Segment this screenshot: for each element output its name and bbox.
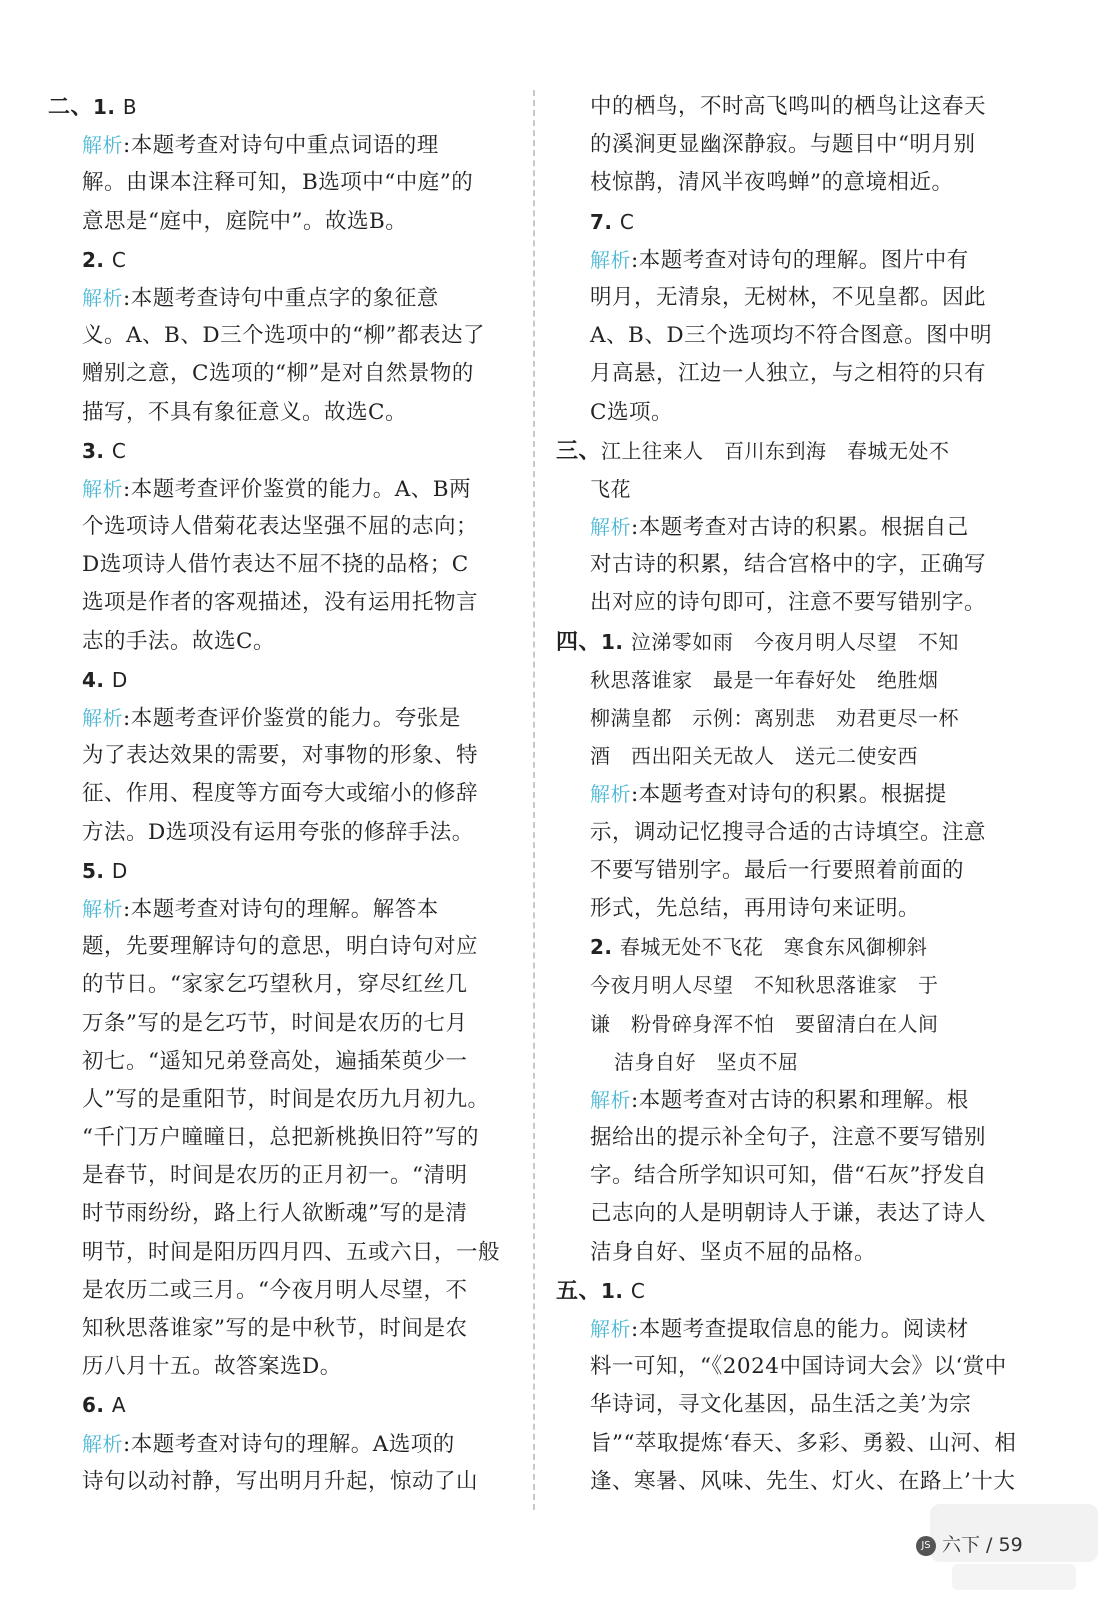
question-5-1: 五、1. C — [556, 1278, 646, 1304]
analysis-line: 解析:本题考查诗句中重点字的象征意 — [82, 285, 439, 311]
analysis-line: 示，调动记忆搜寻合适的古诗填空。注意 — [590, 819, 987, 845]
analysis-line: 历八月十五。故答案选D。 — [82, 1354, 342, 1380]
answer-line: 谦 粉骨碎身浑不怕 要留清白在人间 — [590, 1011, 939, 1036]
analysis-line: 描写，不具有象征意义。故选C。 — [82, 399, 407, 425]
analysis-line: 据给出的提示补全句子，注意不要写错别 — [590, 1125, 987, 1151]
answer-line: 飞花 — [590, 476, 631, 501]
analysis-line: 时节雨纷纷，路上行人欲断魂”写的是清 — [82, 1201, 468, 1227]
analysis-line: 枝惊鹊，清风半夜鸣蝉”的意境相近。 — [590, 170, 954, 196]
analysis-line: 华诗词，寻文化基因，品生活之美’为宗 — [590, 1392, 972, 1418]
analysis-line: 己志向的人是明朝诗人于谦，表达了诗人 — [590, 1201, 987, 1227]
answer-line: 秋思落谁家 最是一年春好处 绝胜烟 — [590, 667, 939, 692]
analysis-line: 料一可知，“《2024中国诗词大会》以‘赏中 — [590, 1354, 1007, 1380]
analysis-line: 明月，无清泉，无树林，不见皇都。因此 — [590, 284, 987, 310]
question-2-1: 二、1. B — [48, 95, 138, 120]
question-4-1: 四、1. 泣涕零如雨 今夜月明人尽望 不知 — [556, 629, 959, 655]
analysis-line: “千门万户曈曈日，总把新桃换旧符”写的 — [82, 1125, 479, 1151]
analysis-line: 对古诗的积累，结合宫格中的字，正确写 — [590, 552, 987, 578]
analysis-line: 不要写错别字。最后一行要照着前面的 — [590, 857, 965, 883]
analysis-line: A、B、D三个选项均不符合图意。图中明 — [590, 323, 993, 349]
analysis-line: 旨”“萃取提炼‘春天、多彩、勇毅、山河、相 — [590, 1430, 1017, 1456]
analysis-line: 逢、寒暑、风味、先生、灯火、在路上’十大 — [590, 1468, 1016, 1494]
analysis-line: 洁身自好、坚贞不屈的品格。 — [590, 1239, 877, 1265]
analysis-line: 是春节，时间是农历的正月初一。“清明 — [82, 1163, 468, 1189]
question-2-2: 2. C — [82, 247, 127, 272]
analysis-line: C选项。 — [590, 399, 673, 425]
analysis-line: 解析:本题考查评价鉴赏的能力。夸张是 — [82, 706, 461, 731]
question-2-7: 7. C — [590, 209, 635, 234]
analysis-line: 月高悬，江边一人独立，与之相符的只有 — [590, 361, 987, 387]
page-separator: / — [980, 1534, 999, 1556]
analysis-line: 出对应的诗句即可，注意不要写错别字。 — [590, 590, 987, 616]
analysis-line: 解。由课本注释可知，B选项中“中庭”的 — [82, 170, 474, 196]
analysis-line: 方法。D选项没有运用夸张的修辞手法。 — [82, 819, 474, 845]
analysis-line: 征、作用、程度等方面夸大或缩小的修辞 — [82, 781, 479, 807]
analysis-line: 初七。“遥知兄弟登高处，遍插茱萸少一 — [82, 1048, 468, 1074]
analysis-line: 题，先要理解诗句的意思，明白诗句对应 — [82, 934, 479, 960]
analysis-line: 万条”写的是乞巧节，时间是农历的七月 — [82, 1010, 468, 1036]
analysis-line: 形式，先总结，再用诗句来证明。 — [590, 895, 921, 921]
analysis-line: 赠别之意，C选项的“柳”是对自然景物的 — [82, 361, 474, 387]
analysis-line: 个选项诗人借菊花表达坚强不屈的志向； — [82, 514, 479, 540]
question-2-4: 4. D — [82, 667, 128, 692]
analysis-line: 解析:本题考查评价鉴赏的能力。A、B两 — [82, 476, 472, 502]
analysis-line: 的节日。“家家乞巧望秋月，穿尽红丝几 — [82, 972, 468, 998]
analysis-line: 为了表达效果的需要，对事物的形象、特 — [82, 743, 479, 769]
answer-line: 今夜月明人尽望 不知秋思落谁家 于 — [590, 973, 939, 998]
analysis-line: 解析:本题考查对诗句中重点词语的理 — [82, 133, 439, 159]
js-badge-icon: JS — [916, 1536, 936, 1556]
analysis-line: 知秋思落谁家”写的是中秋节，时间是农 — [82, 1316, 468, 1341]
grade-label: 六下 — [942, 1534, 981, 1556]
analysis-line: 的溪涧更显幽深静寂。与题目中“明月别 — [590, 132, 976, 158]
analysis-line: 明节，时间是阳历四月四、五或六日，一般 — [82, 1239, 501, 1265]
column-divider — [533, 90, 535, 1510]
analysis-line: 志的手法。故选C。 — [82, 628, 275, 654]
question-2-3: 3. C — [82, 438, 127, 463]
analysis-line: 诗句以动衬静，写出明月升起，惊动了山 — [82, 1468, 479, 1494]
analysis-line: 解析:本题考查对诗句的理解。A选项的 — [82, 1431, 455, 1457]
analysis-line: 解析:本题考查对诗句的积累。根据提 — [590, 782, 947, 808]
analysis-line: 解析:本题考查对古诗的积累。根据自己 — [590, 515, 969, 541]
page-number: 59 — [998, 1534, 1023, 1556]
answer-line: 柳满皇都 示例：离别悲 劝君更尽一杯 — [590, 706, 959, 730]
analysis-line: 中的栖鸟，不时高飞鸣叫的栖鸟让这春天 — [590, 94, 987, 119]
analysis-line: 解析:本题考查对诗句的理解。解答本 — [82, 896, 439, 922]
right-column — [556, 88, 1036, 1501]
analysis-line: 解析:本题考查提取信息的能力。阅读材 — [590, 1317, 969, 1342]
analysis-line: 意思是“庭中，庭院中”。故选B。 — [82, 208, 408, 234]
question-2-6: 6. A — [82, 1393, 127, 1418]
analysis-line: 是农历二或三月。“今夜月明人尽望，不 — [82, 1277, 468, 1303]
analysis-line: 义。A、B、D三个选项中的“柳”都表达了 — [82, 323, 486, 349]
question-2-5: 5. D — [82, 858, 128, 883]
answer-line: 洁身自好 坚贞不屈 — [614, 1049, 799, 1074]
analysis-line: 字。结合所学知识可知，借“石灰”抒发自 — [590, 1163, 987, 1189]
analysis-line: D选项诗人借竹表达不屈不挠的品格；C — [82, 552, 469, 578]
analysis-line: 人”写的是重阳节，时间是农历九月初九。 — [82, 1086, 490, 1112]
analysis-line: 选项是作者的客观描述，没有运用托物言 — [82, 590, 479, 616]
page-footer — [916, 1528, 1023, 1562]
left-column — [48, 88, 510, 1501]
question-4-2: 2. 春城无处不飞花 寒食东风御柳斜 — [590, 935, 928, 960]
analysis-line: 解析:本题考查对诗句的理解。图片中有 — [590, 247, 969, 273]
analysis-line: 解析:本题考查对古诗的积累和理解。根 — [590, 1087, 969, 1113]
question-3: 三、江上往来人 百川东到海 春城无处不 — [556, 438, 950, 464]
answer-line: 酒 西出阳关无故人 送元二使安西 — [590, 744, 918, 769]
